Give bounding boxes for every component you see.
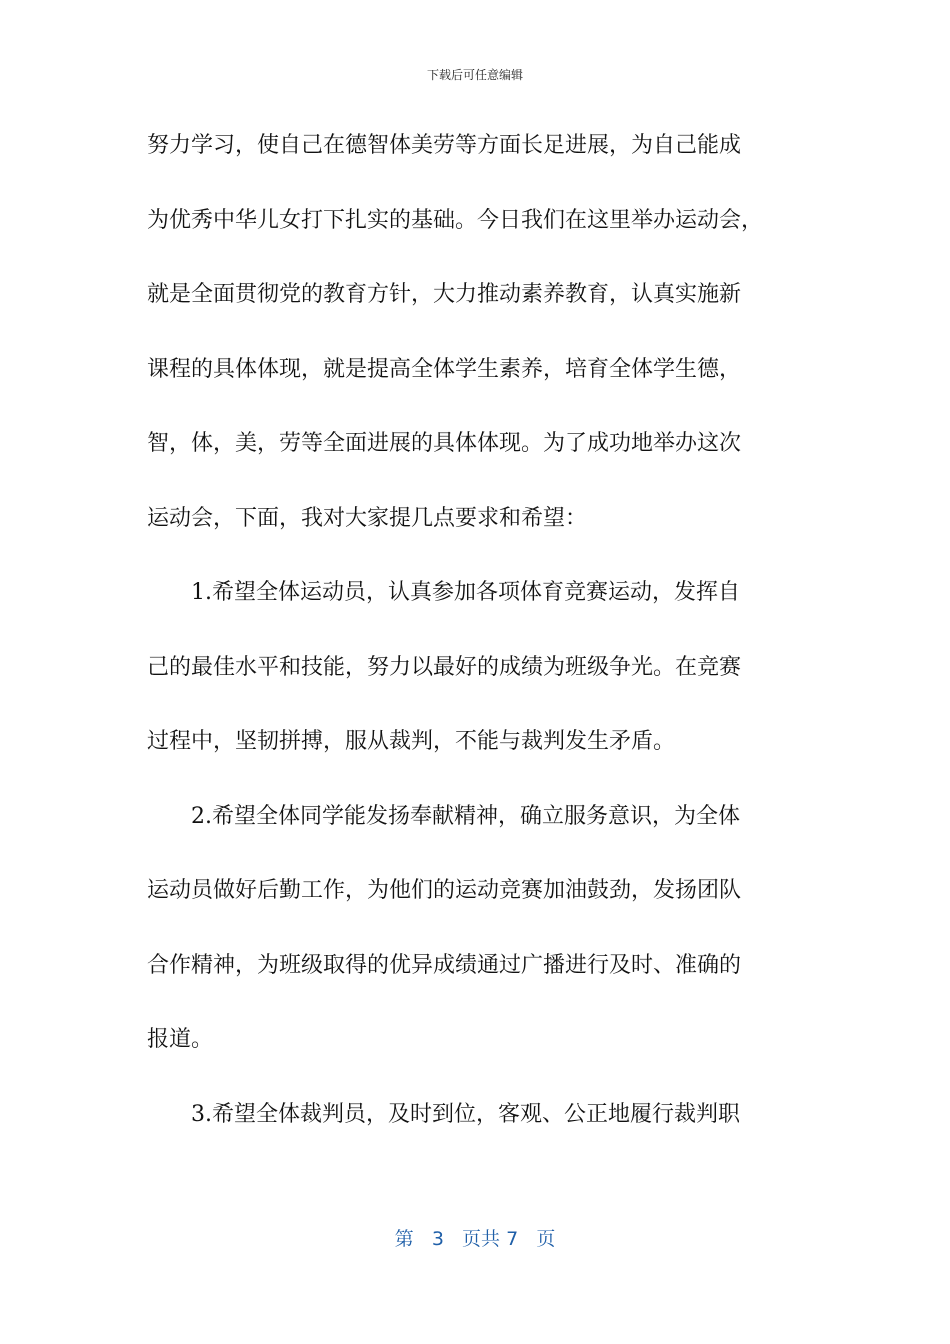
text-line: 1.希望全体运动员，认真参加各项体育竞赛运动，发挥自 — [191, 580, 740, 605]
text-line: 努力学习，使自己在德智体美劳等方面长足进展，为自己能成 — [147, 133, 742, 158]
body-text — [147, 127, 807, 1170]
text-line: 3.希望全体裁判员，及时到位，客观、公正地履行裁判职 — [191, 1101, 740, 1127]
text-line: 运动会，下面，我对大家提几点要求和希望： — [147, 505, 588, 531]
footer-current-page: 3 — [431, 1228, 444, 1250]
text-line: 就是全面贯彻党的教育方针，大力推动素养教育，认真实施新 — [147, 282, 742, 307]
footer-total-pages: 7 — [506, 1228, 519, 1250]
footer-middle: 页共 — [462, 1228, 501, 1250]
text-line: 课程的具体体现，就是提高全体学生素养，培育全体学生德， — [147, 356, 742, 382]
text-line: 运动员做好后勤工作，为他们的运动竞赛加油鼓劲，发扬团队 — [147, 878, 742, 903]
text-line: 2.希望全体同学能发扬奉献精神，确立服务意识，为全体 — [191, 803, 740, 829]
footer-prefix: 第 — [394, 1228, 414, 1250]
text-line: 己的最佳水平和技能，努力以最好的成绩为班级争光。在竞赛 — [147, 654, 742, 680]
header-note: 下载后可任意编辑 — [426, 68, 523, 82]
text-line: 智，体，美，劳等全面进展的具体体现。为了成功地举办这次 — [147, 431, 742, 456]
page-footer — [0, 1226, 950, 1252]
text-line: 为优秀中华儿女打下扎实的基础。今日我们在这里举办运动会， — [147, 207, 764, 233]
footer-suffix: 页 — [536, 1228, 556, 1250]
text-line: 报道。 — [147, 1027, 214, 1052]
text-line: 合作精神，为班级取得的优异成绩通过广播进行及时、准确的 — [147, 952, 742, 978]
text-line: 过程中，坚韧拼搏，服从裁判，不能与裁判发生矛盾。 — [147, 729, 676, 754]
